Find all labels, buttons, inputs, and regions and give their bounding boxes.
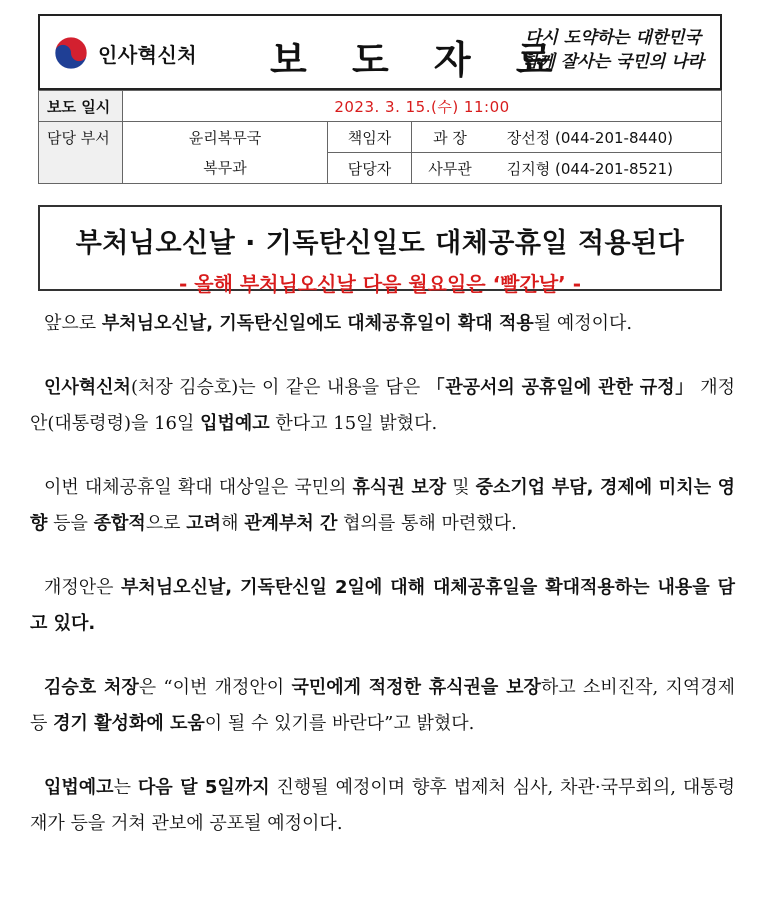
- text: 앞으로: [44, 313, 102, 334]
- text: 협의를 통해 마련했다.: [337, 513, 517, 534]
- slogan-line-2: 함께 잘사는 국민의 나라: [522, 52, 704, 72]
- text: 으로: [145, 513, 187, 534]
- contact-person: 장선정 (044-201-8440): [506, 128, 673, 147]
- text: 이 될 수 있기를 바란다”고 밝혔다.: [204, 713, 475, 734]
- text: 개정안(대통령령)을 16일: [30, 377, 735, 434]
- emphasis: 고려: [186, 513, 222, 534]
- contact-position: 과 장: [433, 128, 467, 147]
- paragraph: [30, 670, 735, 742]
- department-division: 복무과: [203, 158, 247, 177]
- text: 될 예정이다.: [533, 313, 633, 334]
- headline-subtitle: - 올해 부처님오신날 다음 월요일은 ‘빨간날’ -: [178, 272, 581, 296]
- emphasis: 김승호 처장: [44, 677, 139, 698]
- emphasis: 중소기업 부담, 경제에 미치는 영향: [30, 477, 735, 534]
- text: 한다고 15일 밝혔다.: [269, 413, 438, 434]
- emphasis: 다음 달 5일까지: [137, 777, 270, 798]
- headline-box: [38, 205, 722, 296]
- emphasis: 종합적: [93, 513, 146, 534]
- contact-position: 사무관: [428, 159, 472, 178]
- text: 이번 대체공휴일 확대 대상일은 국민의: [44, 477, 353, 498]
- paragraph: [30, 570, 735, 642]
- release-info-table: [38, 90, 722, 184]
- contact-row: [412, 153, 722, 184]
- taegeuk-emblem-icon: [52, 34, 90, 72]
- release-date-label: 보도 일시: [39, 91, 123, 122]
- press-release-header: [38, 14, 722, 90]
- emphasis: 국민에게 적정한 휴식권을 보장: [291, 677, 541, 698]
- text: (처장 김승호)는 이 같은 내용을 담은: [130, 377, 427, 398]
- paragraph: [30, 770, 735, 842]
- contact-role: 담당자: [328, 153, 412, 184]
- emphasis: 부처님오신날, 기독탄신일 2일에 대해 대체공휴일을 확대적용하는 내용을 담고 있다.: [30, 577, 735, 634]
- text: 하고 소비진작, 지역경제 등: [30, 677, 736, 734]
- text: 진행될 예정이며 향후 법제처 심사, 차관·국무회의, 대통령 재가 등을 거쳐 관보에 공포될 예정이다.: [30, 777, 735, 834]
- contact-role: 책임자: [328, 122, 412, 153]
- emphasis: 관계부처 간: [244, 513, 338, 534]
- text: 해: [221, 513, 245, 534]
- department-bureau: 윤리복무국: [188, 128, 262, 147]
- org-logo: [52, 34, 197, 72]
- paragraph: [30, 370, 735, 442]
- contact-person: 김지형 (044-201-8521): [506, 159, 673, 178]
- emphasis: 휴식권 보장: [352, 477, 447, 498]
- text: 은 “이번 개정안이: [138, 677, 292, 698]
- press-release-title: 보 도 자 료: [270, 37, 569, 82]
- release-body: [30, 306, 735, 870]
- org-name: 인사혁신처: [98, 42, 198, 67]
- paragraph: [30, 470, 735, 542]
- emphasis: 입법예고: [44, 777, 114, 798]
- text: 는: [113, 777, 138, 798]
- government-slogan: [518, 26, 708, 74]
- emphasis: 부처님오신날, 기독탄신일에도 대체공휴일이 확대 적용: [101, 313, 534, 334]
- emphasis: 경기 활성화에 도움: [53, 713, 205, 734]
- emphasis: 인사혁신처: [44, 377, 131, 398]
- paragraph: [30, 306, 735, 342]
- text: 및: [446, 477, 476, 498]
- emphasis: 「관공서의 공휴일에 관한 규정」: [426, 377, 694, 398]
- text: 개정안은: [44, 577, 121, 598]
- emphasis: 입법예고: [200, 413, 270, 434]
- department-name: [123, 122, 328, 184]
- slogan-line-1: 다시 도약하는 대한민국: [524, 28, 702, 48]
- release-date-value: 2023. 3. 15.(수) 11:00: [123, 91, 722, 122]
- contact-row: [412, 122, 722, 153]
- headline-title: 부처님오신날 · 기독탄신일도 대체공휴일 적용된다: [75, 228, 685, 259]
- department-label: 담당 부서: [39, 122, 123, 184]
- text: 등을: [47, 513, 94, 534]
